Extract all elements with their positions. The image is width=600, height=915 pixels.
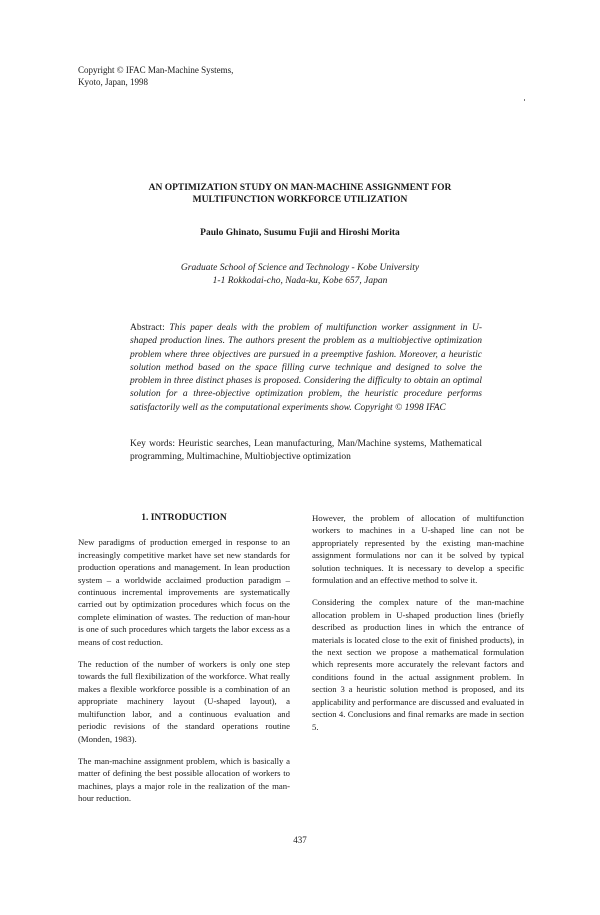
abstract <box>130 322 482 415</box>
paragraph: The man-machine assignment problem, which is basically a matter of defining the best possible allocation of workers to machines, plays a major role in the realization of the man-hour reduction. <box>78 755 290 804</box>
abstract-text: This paper deals with the problem of multifunction worker assignment in U-shaped production lines. The authors present the problem as a multiobjective optimization problem where three objectives are pursued in a preemptive fashion. Moreover, a heuristic solution method based on the space filling curve technique and designed to solve the problem in three distinct phases is proposed. Considering the difficulty to obtain an optimal solution for a three-objective optimization problem, the heuristic procedure performs satisfactorily well as the computational experiments show. Copyright © 1998 IFAC <box>130 323 483 413</box>
affiliation-line-2: 1-1 Rokkodai-cho, Nada-ku, Kobe 657, Japan <box>212 276 388 286</box>
copyright-line-2: Kyoto, Japan, 1998 <box>78 77 148 87</box>
author-list: Paulo Ghinato, Susumu Fujii and Hiroshi Morita <box>200 228 400 238</box>
title-line-2: MULTIFUNCTION WORKFORCE UTILIZATION <box>192 195 408 205</box>
paragraph: The reduction of the number of workers is only one step towards the full flexibilization of the workforce. What really makes a flexible workforce possible is a combination of an appropriate machinery layout (U-shaped layout), a multifunction labor, and a continuous evaluation and periodic revisions of the standard operations routine (Monden, 1983). <box>78 659 290 744</box>
right-column <box>312 512 524 743</box>
section-heading: 1. INTRODUCTION <box>141 513 227 523</box>
page-number: 437 <box>293 835 307 845</box>
paragraph: New paradigms of production emerged in response to an increasingly competitive market have set new standards for production operations and management. In lean production system – a worldwide acclaimed production paradigm – continuous incremental improvements are systematically carried out by optimization procedures which focus on the complete elimination of wastes. The reduction of man-hour is one of such procedures which targets the labor excess as a means of cost reduction. <box>78 537 290 647</box>
keywords-label: Key words: <box>130 439 175 449</box>
paper-title <box>0 182 600 206</box>
keywords-text: Heuristic searches, Lean manufacturing, Man/Machine systems, Mathematical programming, Multimachine, Multiobjective optimization <box>130 439 482 463</box>
affiliation <box>0 262 600 288</box>
keywords <box>130 438 482 465</box>
paragraph: However, the problem of allocation of multifunction workers to machines in a U-shaped line can not be appropriately represented by the existing man-machine assignment formulations nor can it be solved by typical solution techniques. It is necessary to develop a specific formulation and an effective method to solve it. <box>312 513 524 586</box>
copyright-line-1: Copyright © IFAC Man-Machine Systems, <box>78 65 234 75</box>
affiliation-line-1: Graduate School of Science and Technology - Kobe University <box>180 263 420 273</box>
title-line-1: AN OPTIMIZATION STUDY ON MAN-MACHINE ASSIGNMENT FOR <box>148 183 452 193</box>
copyright-notice <box>78 64 298 88</box>
abstract-label: Abstract: <box>130 323 165 333</box>
left-column <box>78 512 290 815</box>
paragraph: Considering the complex nature of the man-machine allocation problem in U-shaped production lines (briefly described as production lines in which the entrance of materials is located close to the exit of finished products), in the next section we propose a mathematical formulation which represents more accurately the relevant factors and conditions found in the actual assignment problem. In section 3 a heuristic solution method is proposed, and its applicability and performance are discussed and evaluated in section 4. Conclusions and final remarks are made in section 5. <box>312 597 524 732</box>
scan-mark <box>524 99 525 101</box>
